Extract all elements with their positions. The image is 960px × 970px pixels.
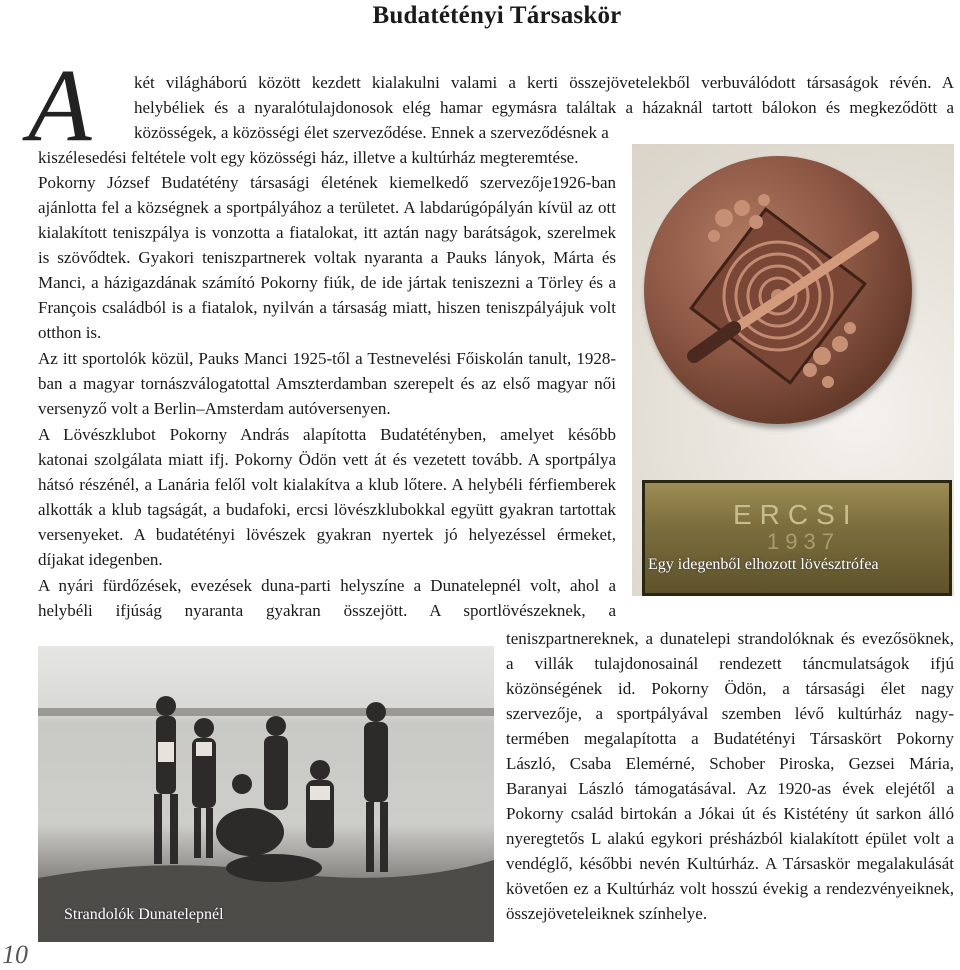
text-line: vendéglő, későbbi nevén Kultúrház. A Társaskör megalakulását — [506, 854, 954, 873]
text-line: díjakat idegenben. — [38, 550, 163, 569]
text-line: is szövődtek. Gyakori teniszpartnerek voltak nyaranta a Pauks lányok, Márta és — [38, 248, 616, 267]
text-line: követően ez a Kultúrház volt hosszú évekig a rendezvényeiknek, — [506, 879, 954, 898]
beach-caption: Strandolók Dunatelepnél — [64, 906, 224, 923]
text-line: otthon is. — [38, 323, 102, 342]
beach-photo — [38, 646, 494, 942]
text-line: helybéliek és a nyaralótulajdonosok elég hamar egymásra találtak a házaknál tartott bálokon és megkeződött a — [134, 98, 954, 117]
text-line: ban a magyar tornászválogatottal Amszterdamban szerepelt és az első magyar női — [38, 374, 616, 393]
text-line: közösségek, a közösségi élet szerveződése. Ennek a szerveződésnek a — [134, 123, 609, 142]
text-line: termében megalapította a Budatétényi Társaskört Pokorny — [506, 729, 954, 748]
text-line: szervezője, a sportpályával szemben lévő kultúrház nagy- — [506, 704, 954, 723]
text-line: hátsó részénél, a Lanária felől volt kialakítva a klub lőtere. A helybéli férfiemberek — [38, 475, 616, 494]
engraved-plaque — [642, 480, 952, 596]
trophy-caption: Egy idegenből elhozott lövésztrófea — [648, 556, 879, 573]
medal-relief — [644, 156, 912, 424]
bronze-medal — [644, 156, 912, 424]
text-line: teniszpartnereknek, a dunatelepi strandolóknak és evezősöknek, — [506, 629, 954, 648]
text-line: közönségének id. Pokorny Ödön, a társasági élet nagy — [506, 679, 954, 698]
text-line: versenyző volt a Berlin–Amsterdam autóversenyen. — [38, 399, 391, 418]
text-line: A nyári fürdőzések, evezések duna-parti helyszíne a Dunatelepnél volt, ahol a — [38, 576, 616, 595]
text-line: Baranyai László támogatásával. Az 1920-as évek elejétől a — [506, 779, 954, 798]
text-line: A Lövészklubot Pokorny András alapította Budatétényben, amelyet később — [38, 425, 616, 444]
text-line: nyeregtetős L alakú egykori présházból kialakított épület volt a — [506, 829, 954, 848]
page-number: 10 — [2, 940, 28, 969]
text-line: katonai szolgálata miatt ifj. Pokorny Ödön vett át és vezetett tovább. A sportpálya — [38, 450, 616, 469]
text-line: kialakított teniszpálya is vonzotta a fiatalokat, itt aztán nagy barátságok, szerelmek — [38, 223, 616, 242]
text-line: összejöveteleiknek színhelye. — [506, 904, 708, 923]
text-line: ajánlotta fel a községnek a sportpályához a területet. A labdarúgópályán kívül az ott — [38, 198, 616, 217]
drop-cap: A — [28, 48, 92, 163]
text-line: helybéli ifjúság nyaranta gyakran összejött. A sportlövészeknek, a — [38, 601, 616, 620]
text-line: László, Csaba Elemérné, Schober Piroska, Gezsei Mária, — [506, 754, 954, 773]
plaque-text: ERCSI — [733, 499, 859, 530]
text-line: alkották a klub tagságát, a budafoki, ercsi lövészklubokkal együtt gyakran tartottak — [38, 500, 616, 519]
text-line: Manci, a házigazdának számító Pokorny fiúk, de ide jártak teniszezni a Törley és a — [38, 273, 616, 292]
text-line: François családból is a fiatalok, nyilván a társaság miatt, hiszen teniszpályájuk volt — [38, 298, 616, 317]
text-line: kiszélesedési feltétele volt egy közösségi ház, illetve a kultúrház megteremtése. — [38, 148, 579, 167]
text-line: két világháború között kezdett kialakulni valami a kerti összejövetelekből verbuválódott társaságok révén. A — [134, 73, 954, 92]
text-line: a villák tulajdonosainál rendezett táncmulatságok ifjú — [506, 654, 954, 673]
text-line: versenyeket. A budatétényi lövészek gyakran nyertek jó helyezéssel érmeket, — [38, 525, 616, 544]
text-line: Pokorny család birtokán a Jókai út és Kistétény út sarkon álló — [506, 804, 954, 823]
page-title: Budatétényi Társaskör — [372, 2, 622, 29]
trophy-photo — [632, 144, 954, 596]
bathers-illustration — [38, 646, 494, 942]
plaque-year: 1937 — [767, 529, 840, 554]
text-line: Az itt sportolók közül, Pauks Manci 1925-től a Testnevelési Főiskolán tanult, 1928- — [38, 349, 616, 368]
text-line: Pokorny József Budatétény társasági életének kiemelkedő szervezője1926-ban — [38, 173, 616, 192]
